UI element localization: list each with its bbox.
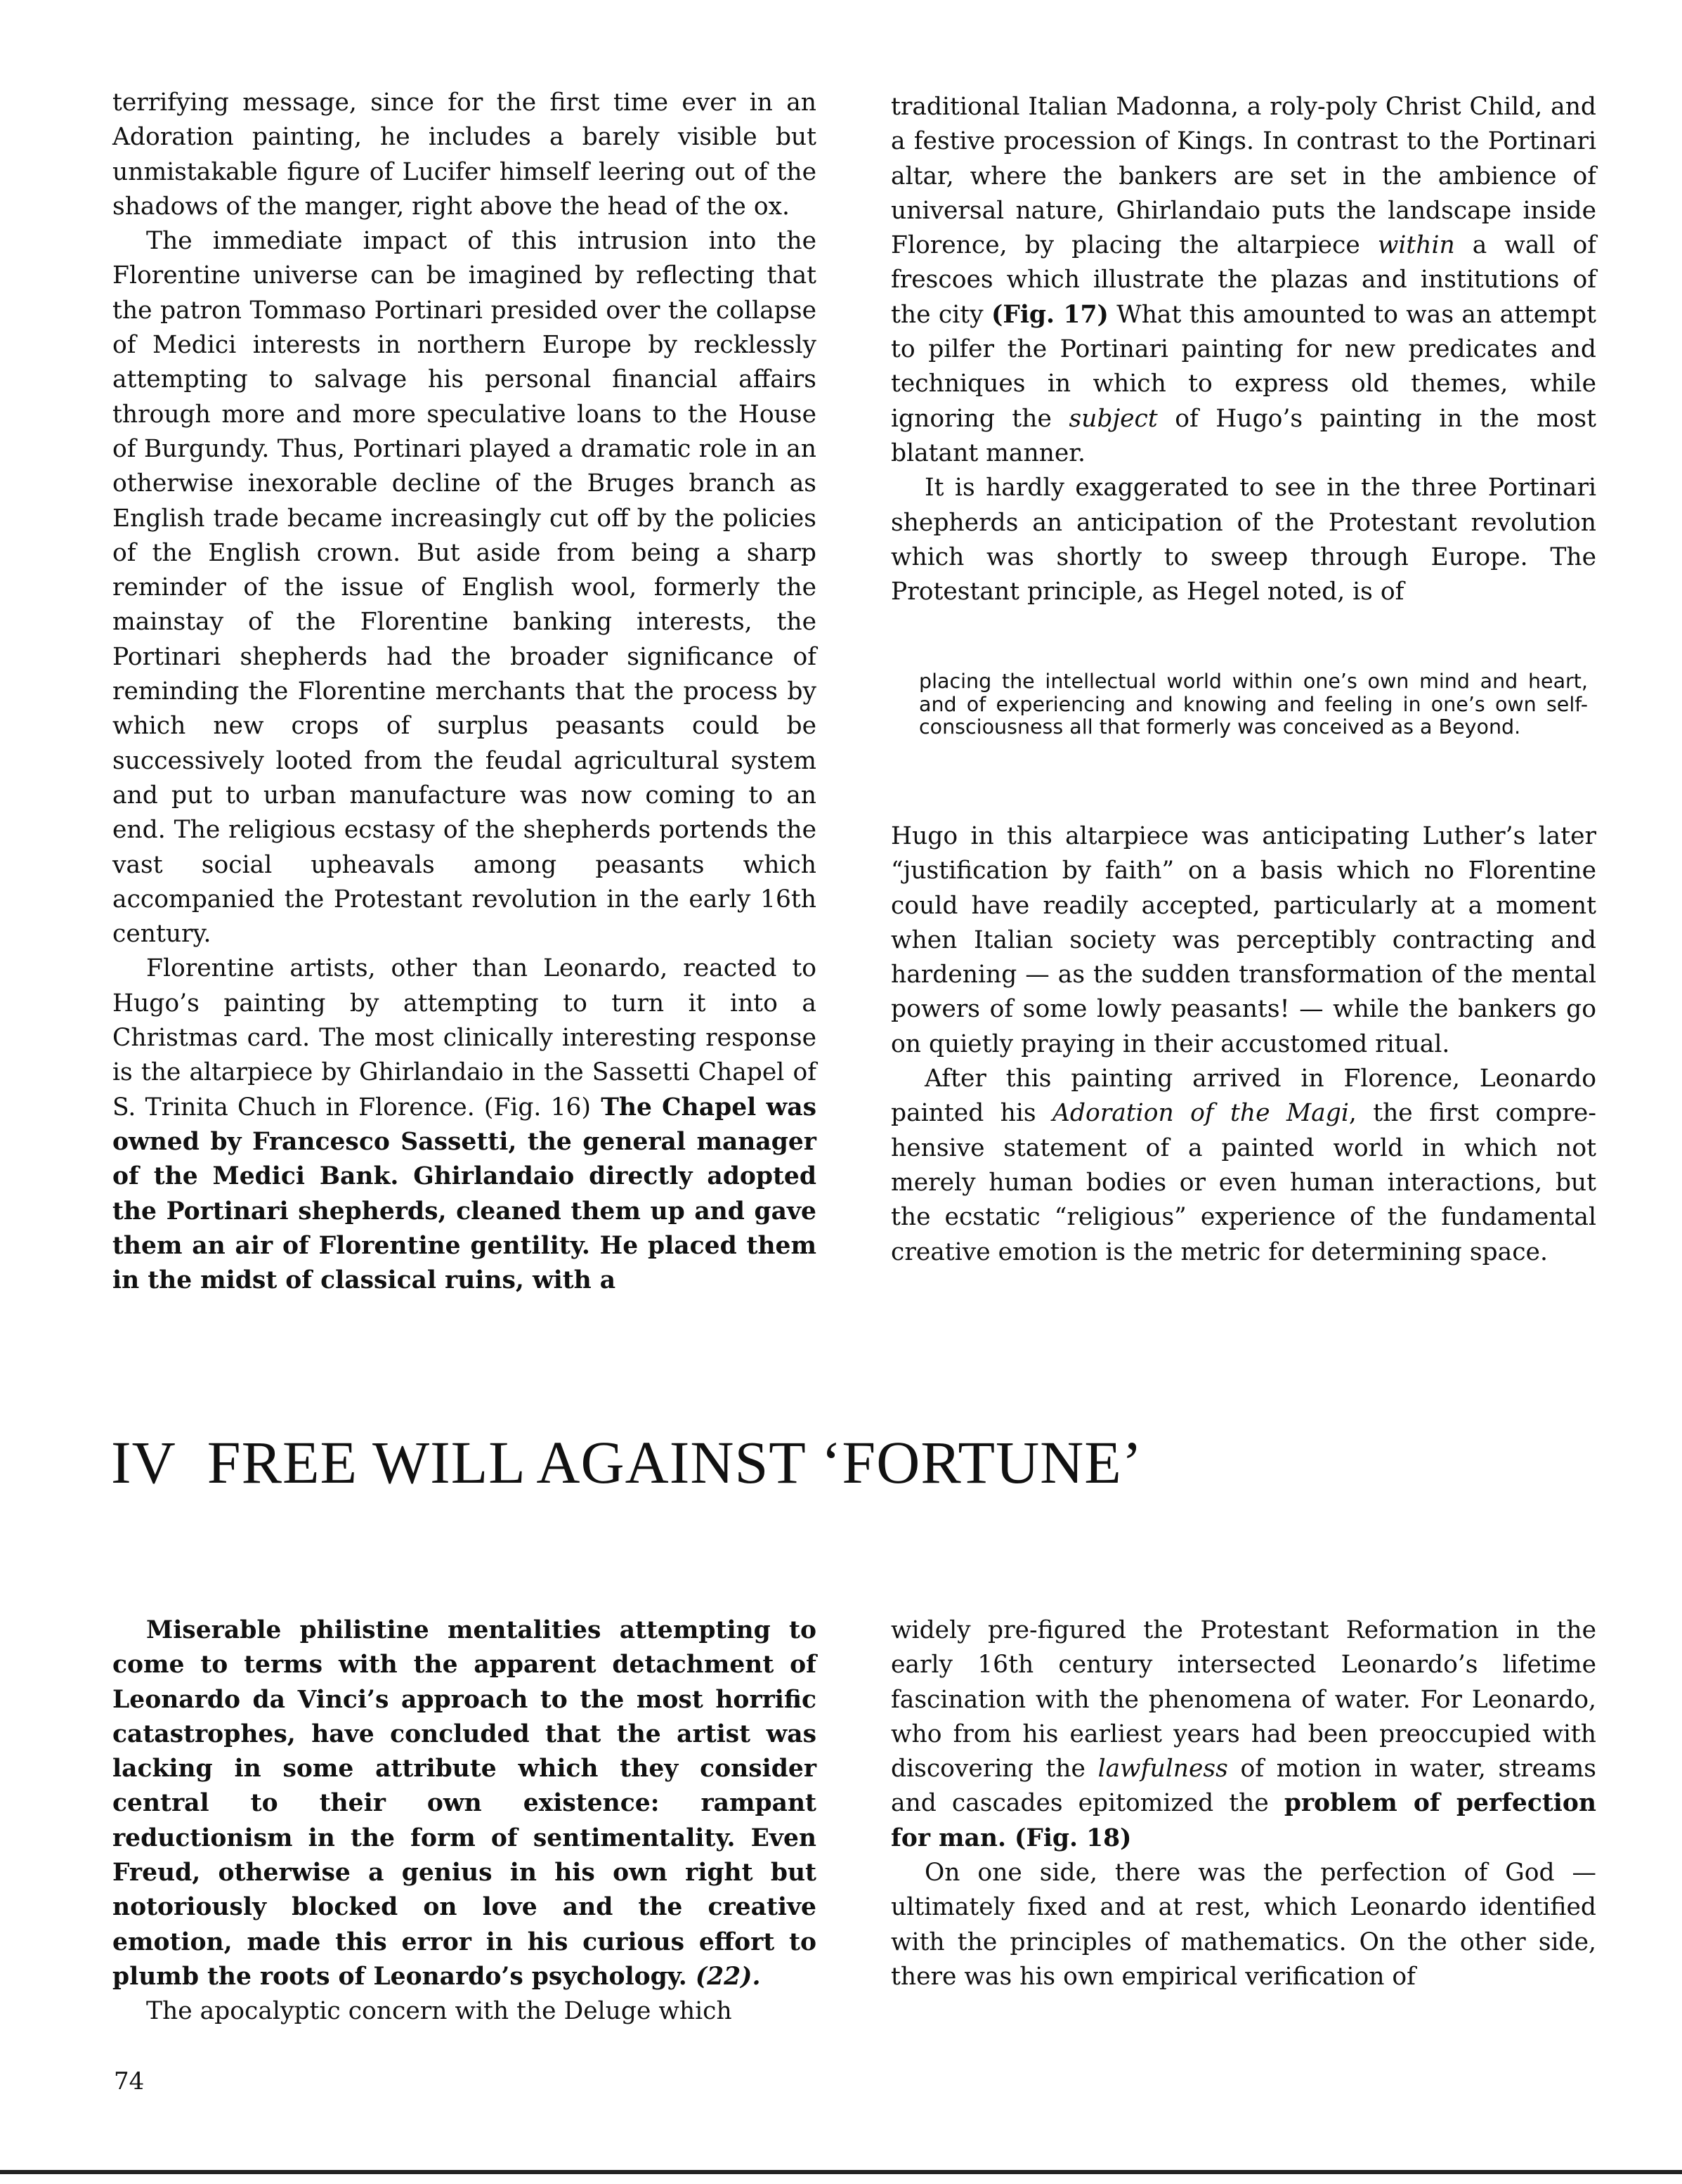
- paragraph: The immediate impact of this intrusion into the Florentine universe can be imagined by reflecting that the patron Tommaso Portinari presided over the collapse of Medici interests in northern Europe by recklessly attempting to salvage his personal financial affairs through more and more speculative loans to the House of Burgundy. Thus, Portinari played a dramatic role in an otherwise inexorable decline of the Bruges branch as English trade became increasingly cut off by the policies of the English crown. But aside from being a sharp reminder of the issue of English wool, formerly the mainstay of the Florentine banking interests, the Portinari shepherds had the broader significance of reminding the Florentine merchants that the process by which new crops of surplus peasants could be successively looted from the feudal agricultural system and put to urban manufacture was now coming to an end. The religious ecstasy of the shepherds portends the vast social upheavals among peasants which accompanied the Protestant revolution in the early 16th century.: [112, 227, 816, 949]
- text-run: traditional Italian Madonna, a roly-poly Christ Child, and a festive procession of Kings. In contrast to the Portinari altar, where the bankers are set in the ambience of universal nature, Ghirlandaio puts the landscape inside Florence, by placing the altarpiece: [891, 93, 1596, 260]
- top-right-column: [891, 90, 1596, 609]
- paragraph: [891, 1613, 1596, 1856]
- figure-reference: (Fig. 17): [991, 300, 1109, 329]
- section-heading: [111, 1424, 1586, 1501]
- text-run: a wall of frescoes which illustrate the plazas and institutions of the city: [891, 231, 1596, 329]
- top-right-column-continued: [891, 819, 1596, 1270]
- paragraph: [112, 951, 816, 1298]
- paragraph: On one side, there was the perfection of God — ultimately fixed and at rest, which Leonardo identified with the principles of mathematics. On the other side, there was his own empirical verification of: [891, 1859, 1596, 1991]
- italic-title: Adoration of the Magi: [1052, 1099, 1349, 1128]
- bold-text: problem of perfection for man. (Fig. 18): [891, 1789, 1597, 1852]
- italic-text: subject: [1069, 404, 1158, 433]
- page-number: 74: [114, 2067, 145, 2095]
- section-number: IV: [111, 1429, 176, 1496]
- italic-text: lawfulness: [1097, 1755, 1228, 1783]
- paragraph: Hugo in this altarpiece was anticipating Luther’s later “justification by faith” on a basis which no Florentine could have readily accepted, particularly at a moment when Italian society was perceptibly contracting and hardening — as the sudden transformation of the mental powers of some lowly peasants! — while the bankers go on quietly praying in their accustomed ritual.: [891, 822, 1596, 1058]
- block-quote: [919, 670, 1588, 739]
- paragraph: The apocalyptic concern with the Deluge which: [146, 1997, 732, 2026]
- quote-text: placing the intellectual world within one’s own mind and heart, and of experiencing and knowing and feeling in one’s own self-consciousness all that formerly was conceived as a Beyond.: [919, 670, 1588, 739]
- bottom-rule: [0, 2170, 1682, 2174]
- paragraph: [891, 90, 1596, 471]
- section-title: FREE WILL AGAINST ‘FORTUNE’: [207, 1429, 1143, 1496]
- top-left-column: [112, 86, 816, 1298]
- reference-number: (22).: [695, 1962, 761, 1991]
- paragraph: [891, 1062, 1596, 1270]
- text-run: widely pre-figured the Protestant Reformation in the early 16th century intersected Leonardo’s lifetime fascination with the phenomena of water. For Leonardo, who from his earliest years had been preoccupied with discovering the: [891, 1616, 1596, 1783]
- paragraph: It is hardly exaggerated to see in the three Portinari shepherds an anticipation of the Protestant revolution which was shortly to sweep through Europe. The Protestant principle, as Hegel noted, is of: [891, 474, 1596, 606]
- italic-text: within: [1377, 231, 1455, 260]
- text-run: Florentine artists, other than Leonardo, reacted to Hugo’s painting by attempting to turn it into a Christmas card. The most clinically interesting response is the altarpiece by Ghirlandaio in the Sassetti Chapel of S. Trinita Chuch in Florence. (Fig. 16): [112, 954, 816, 1122]
- bold-text: Miserable philistine mentalities attempting to come to terms with the apparent detachment of Leonardo da Vinci’s approach to the most horrific catastrophes, have concluded that the artist was lacking in some attribute which they consider central to their own existence: rampant reductionism in the form of sentimentality. Even Freud, otherwise a genius in his own right but notoriously blocked on love and the creative emotion, made this error in his curious effort to plumb the roots of Leonardo’s psychology.: [112, 1616, 816, 1991]
- text-run: of motion in water, streams and cascades epitomized the: [891, 1755, 1596, 1818]
- bold-text: The Chapel was owned by Francesco Sassetti, the general manager of the Medici Bank. Ghirlandaio directly adopted the Portinari shepherds, cleaned them up and gave them an air of Florentine gentility. He placed them in the midst of classical ruins, with a: [112, 1093, 816, 1295]
- paragraph: terrifying message, since for the first time ever in an Adoration painting, he includes a barely visible but unmistakable figure of Lucifer himself leering out of the shadows of the manger, right above the head of the ox.: [112, 89, 816, 221]
- bottom-left-column: [112, 1613, 816, 2029]
- text-run: , the first comprehensive statement of a painted world in which not merely human bodies or even human interactions, but the ecstatic “religious” experience of the fundamental creative emotion is the metric for determining space.: [891, 1099, 1596, 1266]
- text-run: of Hugo’s painting in the most blatant manner.: [891, 404, 1597, 467]
- text-run: After this painting arrived in Florence, Leonardo painted his: [891, 1065, 1596, 1128]
- text-run: What this amounted to was an attempt to pilfer the Portinari painting for new predicates and techniques in which to express old themes, while ignoring the: [891, 300, 1596, 433]
- bottom-right-column: [891, 1613, 1596, 1994]
- paragraph: [112, 1613, 816, 1994]
